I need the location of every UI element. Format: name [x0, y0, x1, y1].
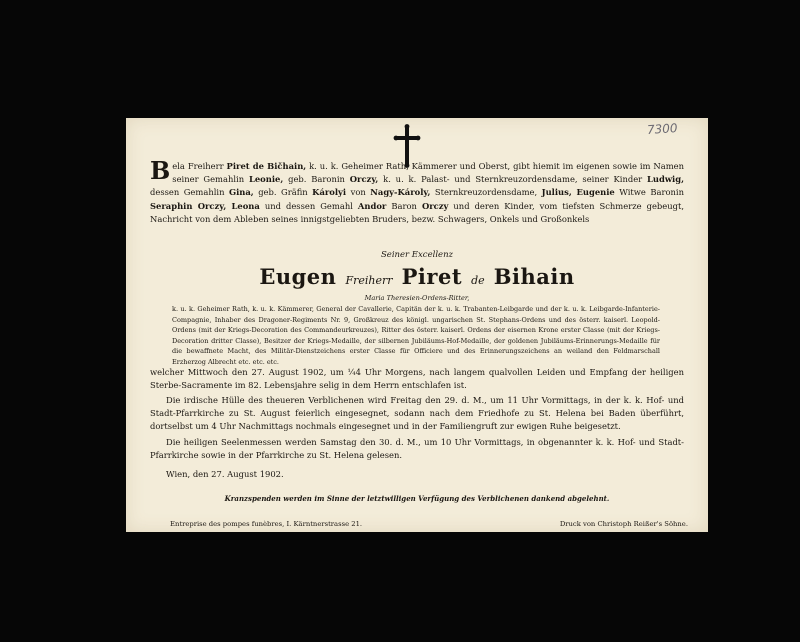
intro-name-run: Leonie,	[248, 174, 284, 185]
name-last: Piret	[401, 264, 463, 289]
intro-text-run: geb. Baronin	[283, 174, 350, 185]
titles-paragraph: k. u. k. Geheimer Rath, k. u. k. Kämmerer, General der Cavallerie, Capitän der k. u. k. Trabanten-Leibgarde und der k. u. k. Leibgarde-Infanterie-Compagnie, Inhaber des Dragoner-Regiments Nr. 9, Großkreuz des königl. ungarischen St. Stephans-Ordens und des österr. kaiserl. Leopold-Ordens (mit der Kriegs-Decoration des Commandeurkreuzes), Ritter des österr. kaiserl. Ordens der eisernen Krone erster Classe (mit der Kriegs-Decoration dritter Classe), Besitzer der Kriegs-Medaille, der silbernen Jubiläums-Hof-Medaille, der goldenen Jubiläums-Erinnerungs-Medaille für die bewaffnete Macht, des Militär-Dienstzeichens erster Classe für Officiere und des Erinnerungszeichens an weiland den Feldmarschall Erzherzog Albrecht etc. etc. etc.	[172, 305, 660, 366]
intro-name-run: Orczy,	[349, 174, 379, 185]
intro-name-run: Julius, Eugenie	[541, 187, 615, 198]
name-particle: de	[471, 274, 485, 287]
intro-name-run: Gina,	[228, 187, 254, 198]
intro-text-run: dessen Gemahlin	[150, 187, 229, 198]
intro-text-run: und dessen Gemahl	[259, 200, 358, 211]
burial-paragraph: Die irdische Hülle des theueren Verblichenen wird Freitag den 29. d. M., um 11 Uhr Vormittags, in der k. k. Hof- und Stadt-Pfarrkirche zu St. August feierlich eingesegnet, sodann nach dem Friedhofe zu St. Helena bei Baden überführt, dortselbst um 4 Uhr Nachmittags nochmals eingesegnet und in der Familiengruft zur ewigen Ruhe beigesetzt.	[150, 395, 684, 432]
intro-text-run: und deren Kinder, vom tiefsten Schmerze gebeugt, Nachricht von dem Ableben seines innigstgeliebten Bruders, bezw. Schwagers, Onkels und Großonkels	[150, 200, 684, 224]
intro-name-run: Piret de Bičhain,	[226, 161, 307, 171]
intro-text-run: von	[346, 187, 371, 198]
order-line: Maria Theresien-Ordens-Ritter,	[364, 294, 470, 302]
intro-name-run: Andor	[357, 200, 387, 211]
footer-printer: Druck von Christoph Reißer's Söhne.	[559, 520, 688, 528]
intro-text-run: Baron	[386, 200, 422, 211]
intro-name-run: Károlyi	[312, 187, 347, 198]
intro-text-run: geb. Gräfin	[253, 187, 313, 198]
intro-text-run: k. u. k. Geheimer Rath, Kämmerer und Oberst, gibt hiemit im eigenen sowie im Namen seiner Gemahlin	[172, 161, 684, 185]
intro-name-run: Ludwig,	[646, 174, 684, 185]
intro-text-run: Witwe Baronin	[614, 187, 684, 198]
intro-paragraph	[150, 156, 684, 226]
footer-undertaker: Entreprise des pompes funèbres, I. Kärntnerstrasse 21.	[170, 520, 363, 528]
death-paragraph: welcher Mittwoch den 27. August 1902, um ¼4 Uhr Morgens, nach langem qualvollen Leiden und Empfang der heiligen Sterbe-Sacramente im 82. Lebensjahre selig in dem Herrn entschlafen ist.	[150, 367, 684, 391]
wreath-note: Kranzspenden werden im Sinne der letztwilligen Verfügung des Verblichenen dankend abgelehnt.	[224, 494, 610, 503]
intro-name-run: Orczy	[421, 200, 449, 211]
name-place: Bihain	[493, 264, 575, 289]
intro-name-run: Nagy-Károly,	[370, 187, 431, 198]
masses-paragraph: Die heiligen Seelenmessen werden Samstag den 30. d. M., um 10 Uhr Vormittags, in obgenannter k. k. Hof- und Stadt-Pfarrkirche sowie in der Pfarrkirche zu St. Helena gelesen.	[150, 437, 684, 461]
intro-text-run: ela Freiherr	[172, 161, 227, 171]
name-first: Eugen	[259, 264, 337, 289]
intro-text-run: Sternkreuzordensdame,	[430, 187, 542, 198]
initial-letter: B	[150, 156, 171, 185]
obituary-card	[126, 118, 708, 532]
deceased-name	[126, 264, 708, 289]
archive-number: 7300	[647, 120, 679, 138]
excellency-line: Seiner Excellenz	[380, 250, 454, 260]
place-date-line: Wien, den 27. August 1902.	[166, 469, 284, 479]
intro-name-run: Seraphin Orczy, Leona	[150, 200, 260, 211]
intro-text-run: k. u. k. Palast- und Sternkreuzordensdame, seiner Kinder	[378, 174, 647, 185]
name-title: Freiherr	[345, 274, 393, 287]
